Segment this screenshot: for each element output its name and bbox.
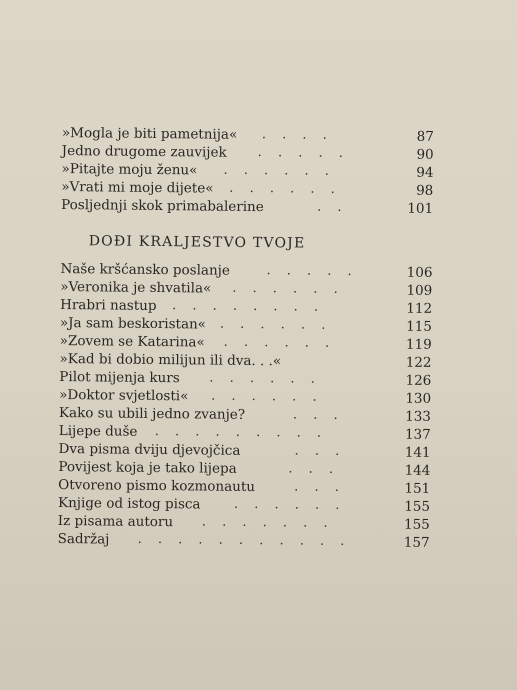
toc-entry-page: 130 [405,390,432,407]
toc-entry-title: Kako su ubili jedno zvanje? [58,404,246,423]
dot-leader: . . . . . [266,263,358,280]
dot-leader: . . [317,199,348,215]
dot-leader: . . . . . . [211,388,323,405]
toc-entry-page: 126 [405,372,432,389]
toc-entry-page: 98 [416,182,434,199]
toc-entry [58,530,430,552]
toc-entry-title: »Pitajte moju ženu« [61,160,198,179]
dot-leader: . . . . [261,127,333,143]
dot-leader: . . . [292,407,344,423]
toc-entry-page: 115 [406,318,432,335]
dot-leader: . . . . . . . . . . . [137,531,351,550]
toc-entry-title: Sadržaj [57,530,110,548]
toc-entry-page: 119 [405,336,432,353]
dot-leader: . . . [294,443,346,459]
toc-entry-title: Dva pisma dviju djevojčica [58,440,241,459]
toc-entry-page: 106 [406,264,433,281]
toc-entry-title: »Kad bi dobio milijun ili dva. . .« [59,350,282,370]
toc-entry-page: 122 [405,354,432,371]
dot-leader: . . . . . . [233,496,346,513]
toc-entry-page: 101 [407,200,434,217]
toc-entry-title: Posljednji skok primabalerine [61,196,264,216]
toc-entry-title: »Vrati mi moje dijete« [61,178,214,197]
dot-leader: . . . . . . [209,370,321,387]
toc-entry-page: 157 [403,534,430,551]
dot-leader: . . . . . . [229,180,341,197]
toc-entry-title: »Mogla je biti pametnija« [61,124,238,143]
toc-entry-page: 137 [404,426,431,443]
toc-entry-page: 151 [404,480,431,497]
dot-leader: . . . [288,461,340,477]
toc-entry-title: »Ja sam beskoristan« [59,314,207,333]
toc-entry-page: 112 [406,300,433,317]
toc-entry-page: 94 [416,164,434,181]
toc-entry-title: Naše kršćansko poslanje [60,260,230,279]
dot-leader: . . . . . . . [201,514,334,531]
toc-entry-title: »Zovem se Katarina« [59,332,205,351]
dot-leader: . . . . . . [223,162,336,179]
dot-leader: . . . [294,479,345,495]
table-of-contents [58,124,434,552]
toc-entry-title: »Doktor svjetlosti« [59,386,189,405]
toc-entry-title: Lijepe duše [58,422,138,440]
toc-entry-page: 90 [416,146,434,163]
toc-entry-title: Knjige od istog pisca [57,494,201,513]
toc-entry-page: 87 [416,128,434,145]
toc-entry-title: Jedno drugome zauvijek [61,142,227,161]
toc-entry-page: 109 [406,282,433,299]
toc-entry-page: 155 [403,516,430,533]
dot-leader: . . . . . . . . . [154,423,328,441]
toc-entry-title: Povijest koja je tako lijepa [58,458,237,477]
section-heading: DOĐI KRALJESTVO TVOJE [88,233,306,252]
dot-leader: . . . . . . . . [172,298,325,315]
dot-leader: . . . . . . [219,316,332,333]
toc-entry-title: Pilot mijenja kurs [59,368,180,387]
toc-entry-page: 144 [404,462,431,479]
toc-entry-page: 141 [404,444,431,461]
toc-entry-title: Iz pisama autoru [57,512,174,531]
toc-entry-title: »Veronika je shvatila« [60,278,212,297]
toc-entry-page: 155 [404,498,431,515]
toc-entry-title: Hrabri nastup [60,296,157,314]
dot-leader: . . . . . . [223,334,336,351]
dot-leader: . . . . . [257,145,349,162]
toc-entry-title: Otvoreno pismo kozmonautu [58,476,256,496]
toc-entry-page: 133 [405,408,432,425]
dot-leader: . . . . . . [232,280,344,297]
